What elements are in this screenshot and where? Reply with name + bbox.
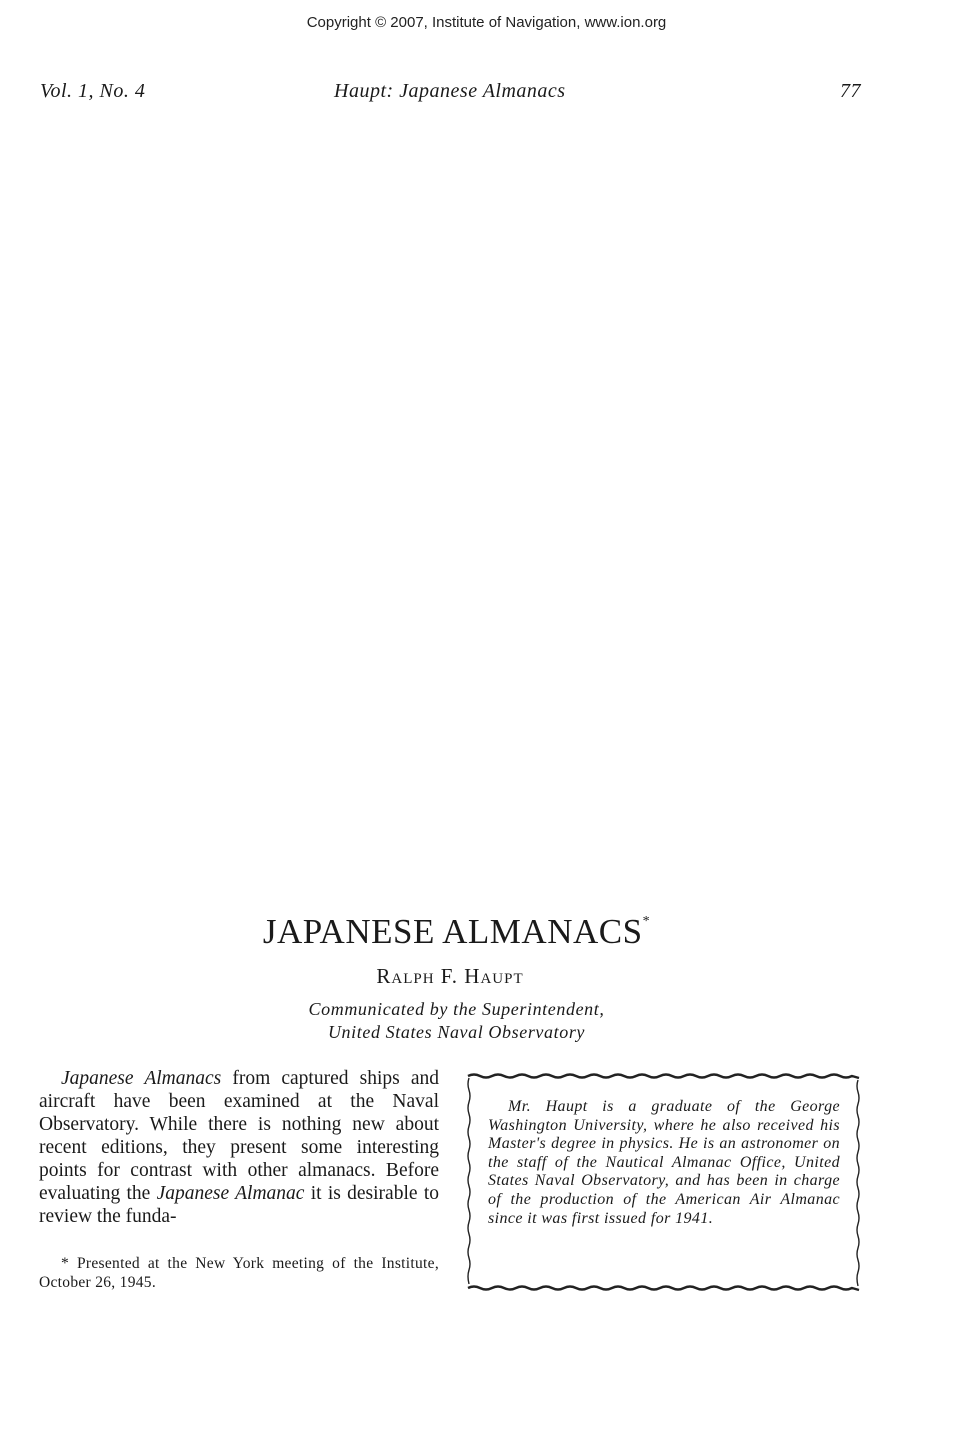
running-head-volume: Vol. 1, No. 4 <box>40 80 146 102</box>
running-head-title: Haupt: Japanese Almanacs <box>334 80 566 102</box>
body-italic-lead: Japanese Almanacs <box>61 1068 222 1089</box>
body-text-2: it is desirable to review the funda- <box>39 1183 439 1227</box>
body-paragraph <box>39 1067 439 1228</box>
body-italic-mid: Japanese Almanac <box>156 1183 305 1204</box>
title-footnote-mark: * <box>642 914 651 929</box>
communicated-line-1: Communicated by the Superintendent, <box>308 999 605 1019</box>
body-text-1: from captured ships and aircraft have been examined at the Naval Observatory. While there is nothing new about recent editions, they present some interesting points for contrast with other almanacs. Before evaluating the <box>39 1068 439 1204</box>
page-number: 77 <box>840 80 861 102</box>
article-title <box>0 912 913 952</box>
author-name: Ralph F. Haupt <box>376 964 524 988</box>
communicated-line-2: United States Naval Observatory <box>327 1022 586 1042</box>
communicated-by <box>0 998 913 1044</box>
bio-text: Mr. Haupt is a graduate of the George Washington University, where he also received his Master's degree in physics. He is an astronomer on the staff of the Nautical Almanac Office, United States Naval Observatory, and has been in charge of the production of the American Air Almanac since it was first issued for 1941. <box>488 1098 840 1227</box>
footnote: * Presented at the New York meeting of the Institute, October 26, 1945. <box>39 1255 439 1291</box>
copyright-notice: Copyright © 2007, Institute of Navigation, www.ion.org <box>306 14 667 31</box>
author-bio-box <box>466 1072 862 1292</box>
article-title-text: JAPANESE ALMANACS <box>262 912 643 951</box>
